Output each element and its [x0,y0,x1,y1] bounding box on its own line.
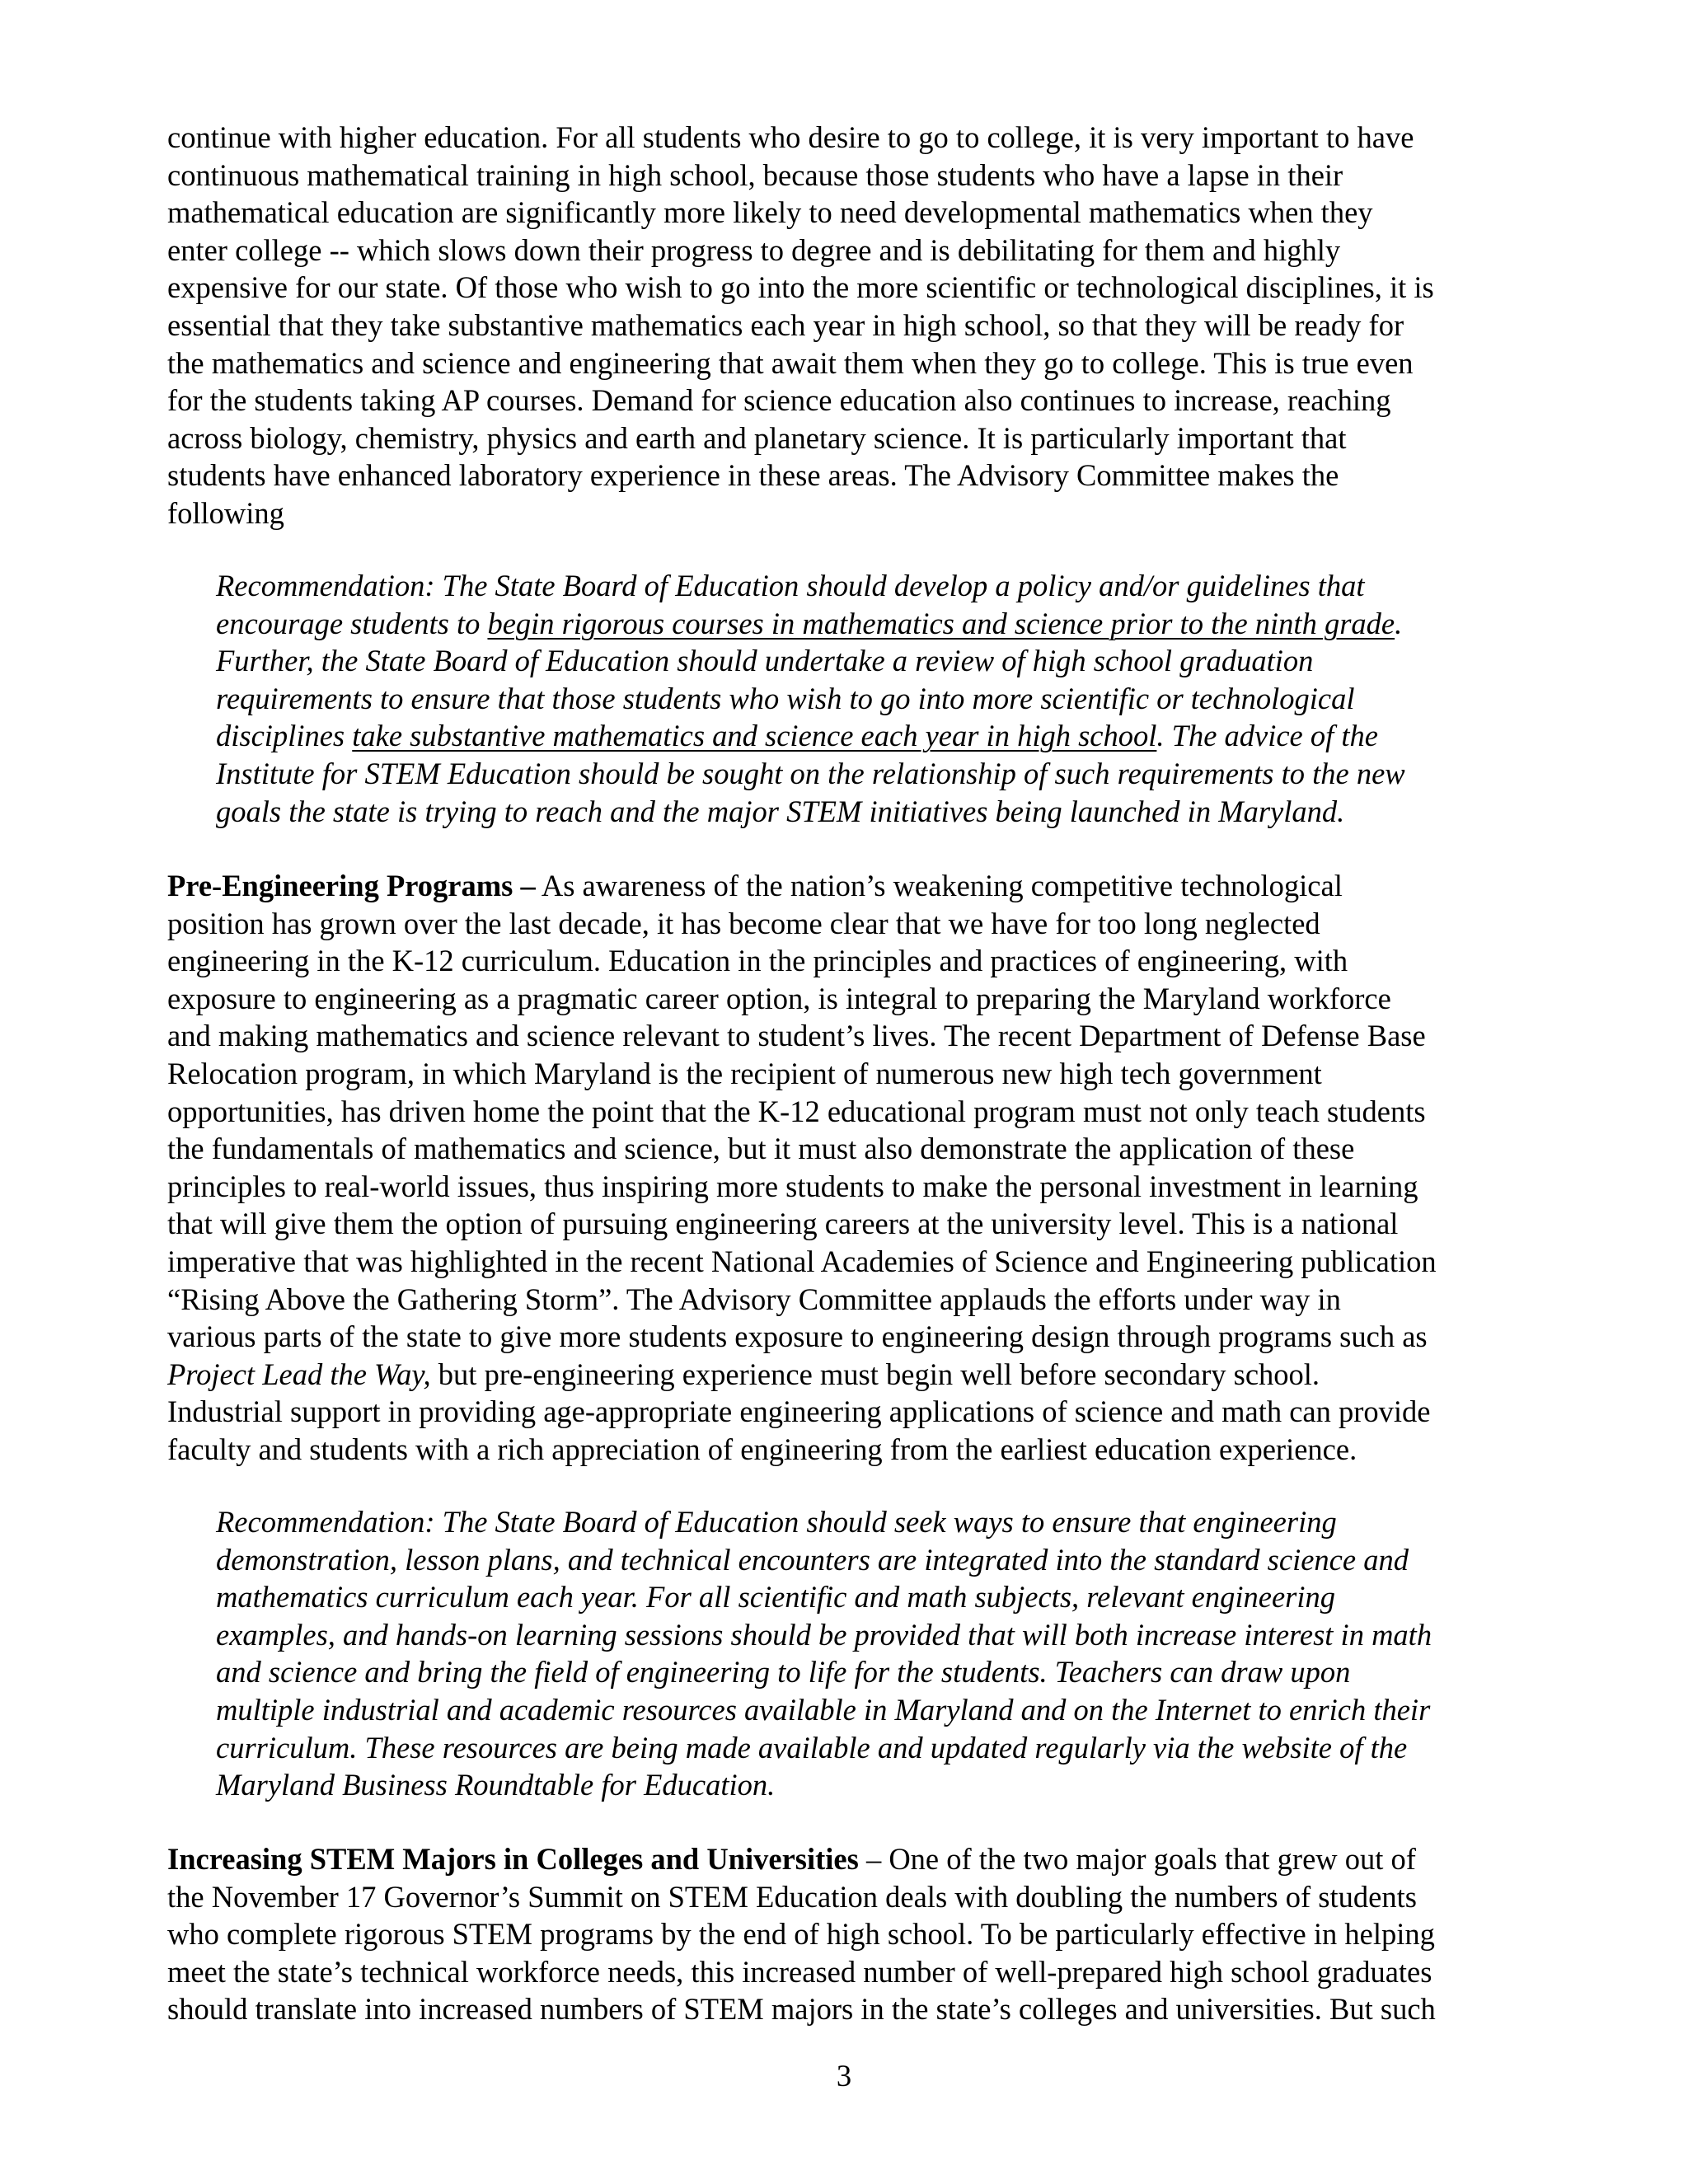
text-run: disciplines [216,719,353,753]
text-run: . The advice of the [1156,719,1378,753]
text-line: faculty and students with a rich appreciation of engineering from the earliest education experience. [167,1432,1357,1466]
text-line: multiple industrial and academic resources available in Maryland and on the Internet to enrich their [216,1692,1431,1727]
text-line: who complete rigorous STEM programs by the end of high school. To be particularly effective in helping [167,1917,1435,1952]
text-line [167,1356,1552,1394]
text-line: “Rising Above the Gathering Storm”. The Advisory Committee applauds the efforts under way in [167,1282,1341,1316]
text-line: Industrial support in providing age-appropriate engineering applications of science and math can provide [167,1394,1431,1429]
text-line: meet the state’s technical workforce needs, this increased number of well-prepared high school graduates [167,1954,1432,1989]
text-line: examples, and hands-on learning sessions should be provided that will both increase interest in math [216,1617,1432,1652]
text-line: and making mathematics and science relevant to student’s lives. The recent Department of Defense Base [167,1019,1426,1053]
text-line: goals the state is trying to reach and the major STEM initiatives being launched in Maryland. [216,794,1345,828]
text-line: principles to real-world issues, thus inspiring more students to make the personal investment in learning [167,1169,1418,1203]
text-line: students have enhanced laboratory experience in these areas. The Advisory Committee makes the [167,458,1339,493]
text-line: essential that they take substantive mathematics each year in high school, so that they will be ready for [167,307,1404,342]
text-line: continue with higher education. For all students who desire to go to college, it is very important to have [167,120,1414,154]
text-line [167,867,1552,905]
text-line: the mathematics and science and engineering that await them when they go to college. This is true even [167,345,1414,380]
text-line: position has grown over the last decade, it has become clear that we have for too long neglected [167,906,1320,940]
text-line: continuous mathematical training in high school, because those students who have a lapse in their [167,157,1343,192]
text-line: Relocation program, in which Maryland is the recipient of numerous new high tech government [167,1056,1322,1090]
underlined-text: begin rigorous courses in mathematics and science prior to the ninth grade [487,606,1395,640]
paragraph-stem-majors [167,1840,1552,2028]
text-line: following [167,495,284,530]
text-run: . [1395,606,1403,640]
program-name: Project Lead the Way, [167,1357,431,1391]
text-run: encourage students to [216,606,488,640]
text-line: mathematics curriculum each year. For all scientific and math subjects, relevant engineering [216,1580,1335,1615]
text-line [167,1840,1552,1878]
recommendation-engineering-curriculum [216,1503,1551,1804]
text-line: various parts of the state to give more students exposure to engineering design through programs such as [167,1319,1428,1354]
section-heading: Increasing STEM Majors in Colleges and Universities [167,1842,859,1876]
text-line: expensive for our state. Of those who wish to go into the more scientific or technological disciplines, it is [167,270,1434,305]
section-heading: Pre-Engineering Programs – [167,869,536,902]
text-run: As awareness of the nation’s weakening competitive technological [535,869,1343,902]
text-run: – One of the two major goals that grew out of [858,1842,1416,1876]
text-line: mathematical education are significantly more likely to need developmental mathematics when they [167,195,1373,230]
text-line: Further, the State Board of Education should undertake a review of high school graduation [216,644,1314,678]
text-line: Recommendation: The State Board of Education should seek ways to ensure that engineering [216,1505,1337,1539]
text-run: but pre-engineering experience must begin well before secondary school. [430,1357,1320,1391]
text-line: Maryland Business Roundtable for Education. [216,1768,776,1802]
text-line: requirements to ensure that those students who wish to go into more scientific or technological [216,681,1355,715]
paragraph-higher-education [167,119,1552,532]
text-line: that will give them the option of pursuing engineering careers at the university level. This is a national [167,1207,1399,1241]
text-line: curriculum. These resources are being made available and updated regularly via the website of the [216,1730,1408,1765]
text-line: exposure to engineering as a pragmatic career option, is integral to preparing the Maryland workforce [167,981,1391,1015]
text-line: opportunities, has driven home the point that the K-12 educational program must not only teach students [167,1094,1426,1128]
page-number: 3 [836,2059,852,2093]
paragraph-pre-engineering [167,867,1552,1469]
text-line: engineering in the K-12 curriculum. Education in the principles and practices of engineering, with [167,944,1348,978]
text-line: the fundamentals of mathematics and science, but it must also demonstrate the application of these [167,1132,1355,1166]
text-line [216,717,1551,755]
text-line: should translate into increased numbers of STEM majors in the state’s colleges and universities. But such [167,1992,1436,2027]
underlined-text: take substantive mathematics and science each year in high school [352,719,1157,753]
text-line: imperative that was highlighted in the recent National Academies of Science and Engineering publication [167,1244,1437,1278]
text-line: the November 17 Governor’s Summit on STEM Education deals with doubling the numbers of students [167,1879,1417,1914]
recommendation-rigorous-courses [216,567,1551,830]
text-line: Recommendation: The State Board of Education should develop a policy and/or guidelines that [216,569,1365,602]
text-line: enter college -- which slows down their progress to degree and is debilitating for them and highly [167,232,1341,267]
text-line: across biology, chemistry, physics and earth and planetary science. It is particularly important that [167,420,1347,455]
text-line: Institute for STEM Education should be sought on the relationship of such requirements to the new [216,756,1405,790]
text-line: and science and bring the field of engineering to life for the students. Teachers can draw upon [216,1655,1351,1690]
text-line [216,605,1551,643]
text-line: for the students taking AP courses. Demand for science education also continues to increase, reaching [167,383,1391,418]
text-line: demonstration, lesson plans, and technical encounters are integrated into the standard science and [216,1542,1409,1577]
